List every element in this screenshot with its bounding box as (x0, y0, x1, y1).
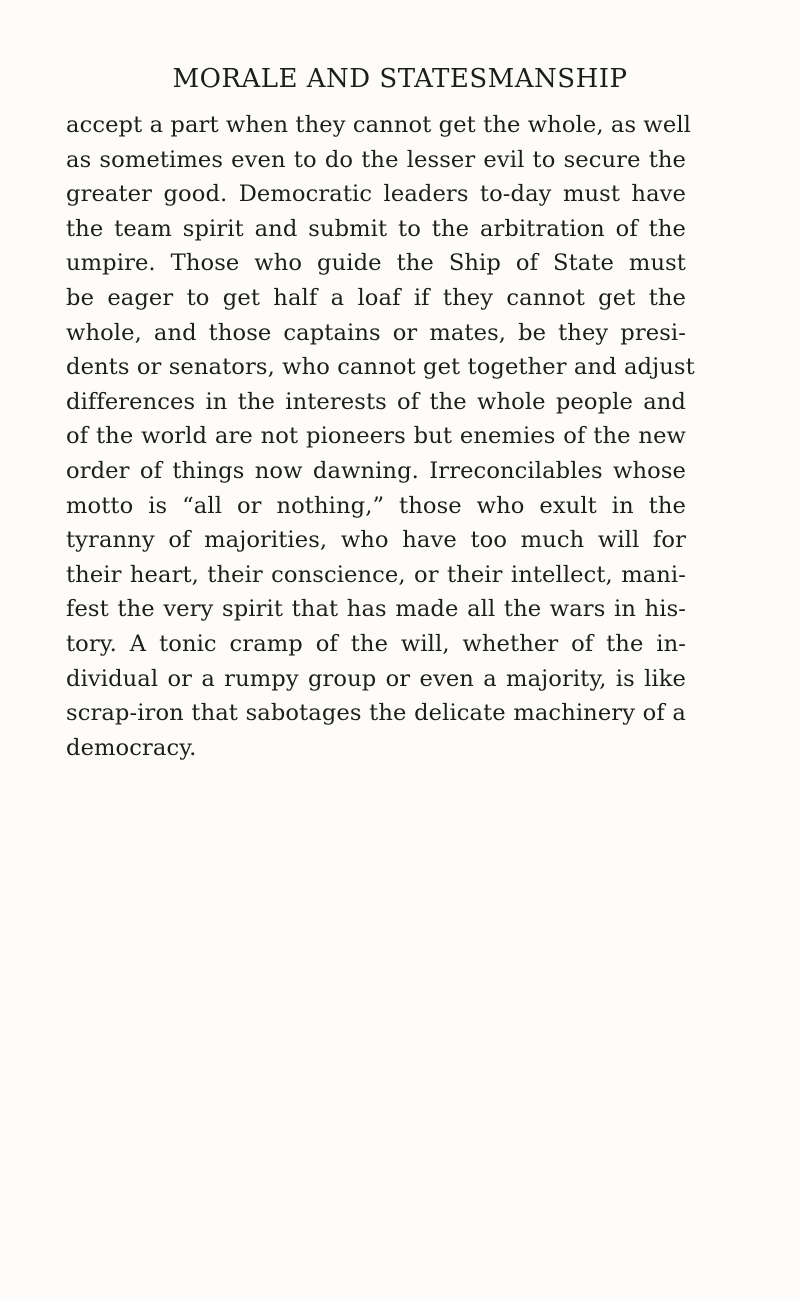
text-line: of the world are not pioneers but enemies of the new (66, 423, 686, 450)
text-line: tory. A tonic cramp of the will, whether of the in- (66, 630, 686, 657)
text-line: motto is “all or nothing,” those who exult in the (66, 492, 686, 519)
text-line: dividual or a rumpy group or even a majority, is like (66, 665, 686, 692)
text-line: their heart, their conscience, or their intellect, mani- (66, 561, 686, 588)
text-line: dents or senators, who cannot get together and adjust (66, 354, 695, 381)
text-line: umpire. Those who guide the Ship of State must (66, 250, 686, 277)
text-line: whole, and those captains or mates, be they presi- (66, 319, 686, 346)
body-text (66, 108, 695, 765)
text-line: greater good. Democratic leaders to-day must have (66, 181, 686, 208)
text-line: the team spirit and submit to the arbitration of the (66, 215, 686, 242)
text-line: scrap-iron that sabotages the delicate machinery of a (66, 700, 686, 727)
text-line-final: democracy. (66, 734, 197, 761)
text-line: be eager to get half a loaf if they cannot get the (66, 284, 686, 311)
running-head-title: MORALE AND STATESMANSHIP (172, 64, 628, 94)
text-line: differences in the interests of the whole people and (66, 388, 686, 415)
text-line: fest the very spirit that has made all the wars in his- (66, 596, 686, 623)
text-line: order of things now dawning. Irreconcilables whose (66, 457, 686, 484)
text-line: as sometimes even to do the lesser evil to secure the (66, 146, 686, 173)
text-line: accept a part when they cannot get the whole, as well (66, 112, 691, 138)
text-line: tyranny of majorities, who have too much will for (66, 527, 686, 554)
